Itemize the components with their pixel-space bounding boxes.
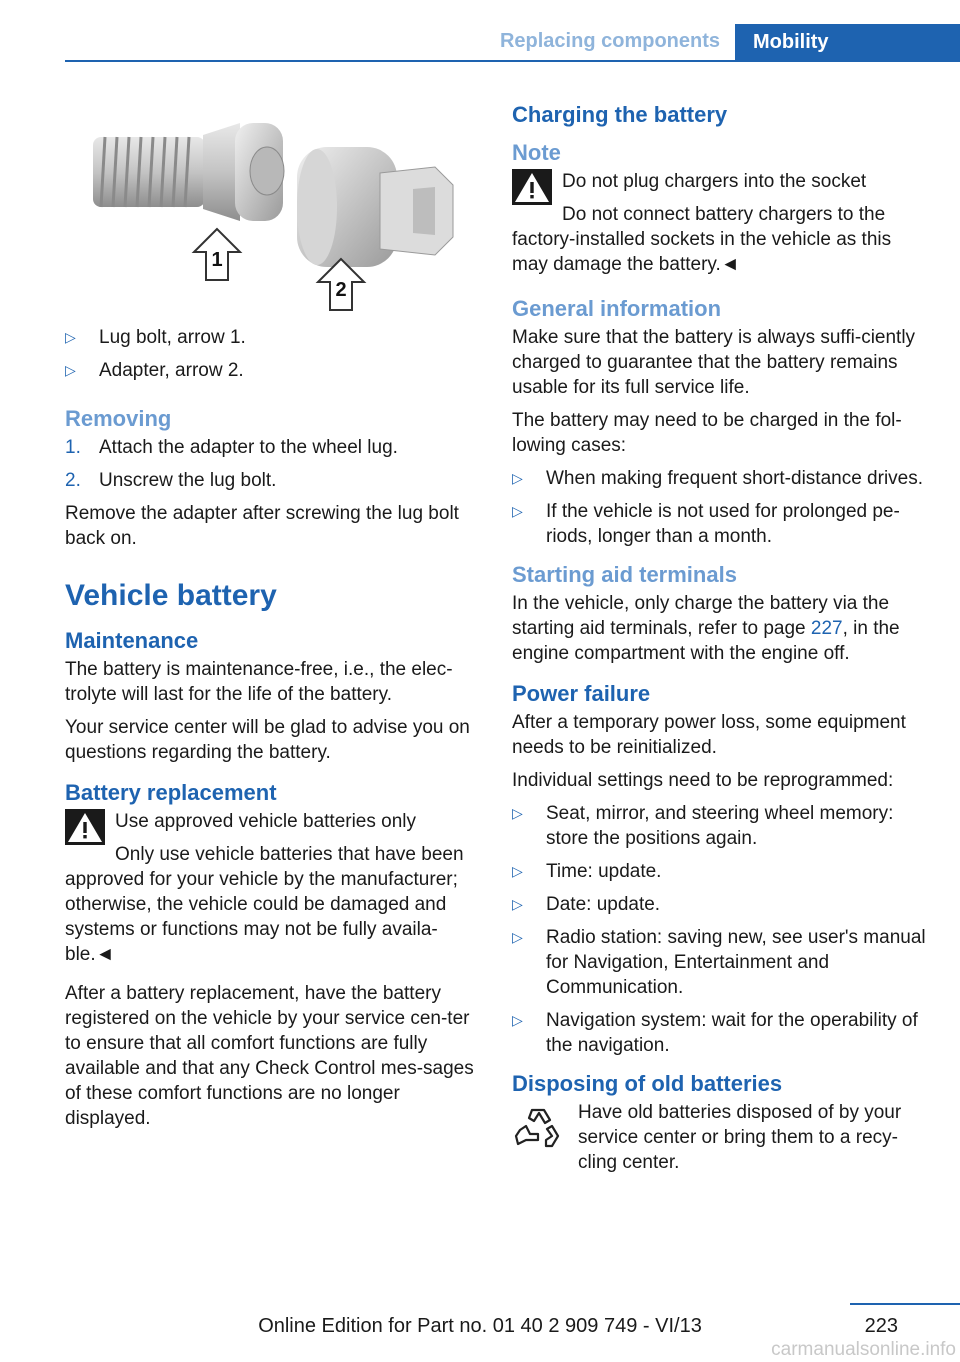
footer-rule — [850, 1303, 960, 1305]
triangle-bullet-icon: ▷ — [512, 1012, 523, 1028]
lug-bolt-illustration — [65, 95, 485, 325]
warning-text: approved for your vehicle by the manufacturer; otherwise, the vehicle could be damaged and systems or functions may not be fully availa-ble.◄ — [65, 869, 458, 965]
power-failure-heading: Power failure — [512, 681, 651, 706]
disposing-heading: Disposing of old batteries — [512, 1071, 783, 1096]
replacement-warning — [65, 809, 485, 967]
list-item: 2. Unscrew the lug bolt. — [65, 470, 277, 491]
header-section-title: Replacing components — [499, 30, 720, 52]
list-item: ▷ Radio station: saving new, see user's manual for Navigation, Entertainment and Communication. — [512, 927, 926, 998]
list-item: 1. Attach the adapter to the wheel lug. — [65, 437, 398, 458]
general-info-heading: General information — [512, 296, 722, 321]
list-item: ▷ Seat, mirror, and steering wheel memory: store the positions again. — [512, 803, 894, 849]
header-tab: Mobility — [735, 24, 960, 62]
warning-title: Use approved vehicle batteries only — [115, 811, 417, 832]
disposing-paragraph: Have old batteries disposed of by your service center or bring them to a recy-cling center. — [578, 1102, 902, 1173]
adapter-shape — [297, 147, 453, 267]
maintenance-paragraph-1: The battery is maintenance-free, i.e., the elec-trolyte will last for the life of the battery. — [65, 659, 453, 705]
triangle-bullet-icon: ▷ — [512, 896, 523, 912]
watermark: carmanualsonline.info — [771, 1339, 956, 1360]
charging-heading: Charging the battery — [512, 102, 728, 127]
starting-aid-paragraph: In the vehicle, only charge the battery via the starting aid terminals, refer to page 227, in the engine compartment with the engine off. — [512, 593, 900, 664]
general-paragraph-1: Make sure that the battery is always suffi-ciently charged to guarantee that the battery remains usable for its full service life. — [512, 327, 916, 398]
lug-bolt-figure — [65, 95, 485, 325]
note-title: Do not plug chargers into the socket — [562, 171, 867, 192]
page-footer — [0, 1303, 960, 1362]
note-text: factory-installed sockets in the vehicle as this may damage the battery.◄ — [512, 229, 892, 275]
power-failure-paragraph-1: After a temporary power loss, some equipment needs to be reinitialized. — [512, 712, 906, 758]
triangle-bullet-icon: ▷ — [65, 329, 76, 345]
note-heading: Note — [512, 140, 561, 165]
left-column — [65, 95, 485, 1139]
list-item: ▷ If the vehicle is not used for prolonged pe-riods, longer than a month. — [512, 501, 900, 547]
list-item: ▷ Adapter, arrow 2. — [65, 360, 244, 381]
charging-cases-list — [512, 466, 932, 549]
power-failure-paragraph-2: Individual settings need to be reprogrammed: — [512, 770, 894, 791]
general-paragraph-2: The battery may need to be charged in the fol-lowing cases: — [512, 410, 902, 456]
warning-icon — [512, 169, 552, 205]
right-column — [512, 95, 932, 1183]
triangle-bullet-icon: ▷ — [512, 503, 523, 519]
triangle-bullet-icon: ▷ — [512, 470, 523, 486]
maintenance-paragraph-2: Your service center will be glad to advise you on questions regarding the battery. — [65, 717, 470, 763]
triangle-bullet-icon: ▷ — [512, 929, 523, 945]
disposing-block — [512, 1100, 932, 1175]
page-reference-link[interactable]: 227 — [810, 618, 843, 639]
list-item: ▷ Date: update. — [512, 894, 661, 915]
warning-icon — [65, 809, 105, 845]
list-item: ▷ Navigation system: wait for the operability of the navigation. — [512, 1010, 918, 1056]
removing-note: Remove the adapter after screwing the lug bolt back on. — [65, 503, 459, 549]
list-item: ▷ Time: update. — [512, 861, 662, 882]
edition-text: Online Edition for Part no. 01 40 2 909 749 - VI/13 — [258, 1315, 702, 1337]
warning-line: Only use vehicle batteries that have been — [115, 844, 464, 865]
triangle-bullet-icon: ▷ — [512, 863, 523, 879]
note-line: Do not connect battery chargers to the — [562, 204, 886, 225]
recycle-icon — [512, 1104, 564, 1156]
list-item: ▷ Lug bolt, arrow 1. — [65, 327, 246, 348]
battery-replacement-heading: Battery replacement — [65, 780, 277, 805]
maintenance-heading: Maintenance — [65, 628, 199, 653]
svg-text:2: 2 — [335, 279, 347, 301]
replacement-paragraph: After a battery replacement, have the battery registered on the vehicle by your service cen-ter to ensure that all comfort functions are fully available and that any Check Control mes-sages of these comfort functions are no longer displayed. — [65, 983, 474, 1129]
svg-text:1: 1 — [211, 249, 223, 271]
page-header — [0, 0, 960, 62]
list-item: ▷ When making frequent short-distance drives. — [512, 468, 924, 489]
triangle-bullet-icon: ▷ — [512, 805, 523, 821]
header-rule — [65, 60, 960, 62]
charging-note-warning — [512, 169, 932, 277]
removing-steps — [65, 435, 485, 493]
figure-legend-list — [65, 325, 485, 383]
starting-aid-heading: Starting aid terminals — [512, 562, 737, 587]
reprogram-list — [512, 801, 932, 1058]
arrow-1 — [194, 229, 240, 280]
lug-bolt-threads — [93, 137, 205, 207]
page-number: 223 — [864, 1315, 898, 1337]
vehicle-battery-heading: Vehicle battery — [65, 579, 277, 612]
removing-heading: Removing — [65, 406, 172, 431]
triangle-bullet-icon: ▷ — [65, 362, 76, 378]
